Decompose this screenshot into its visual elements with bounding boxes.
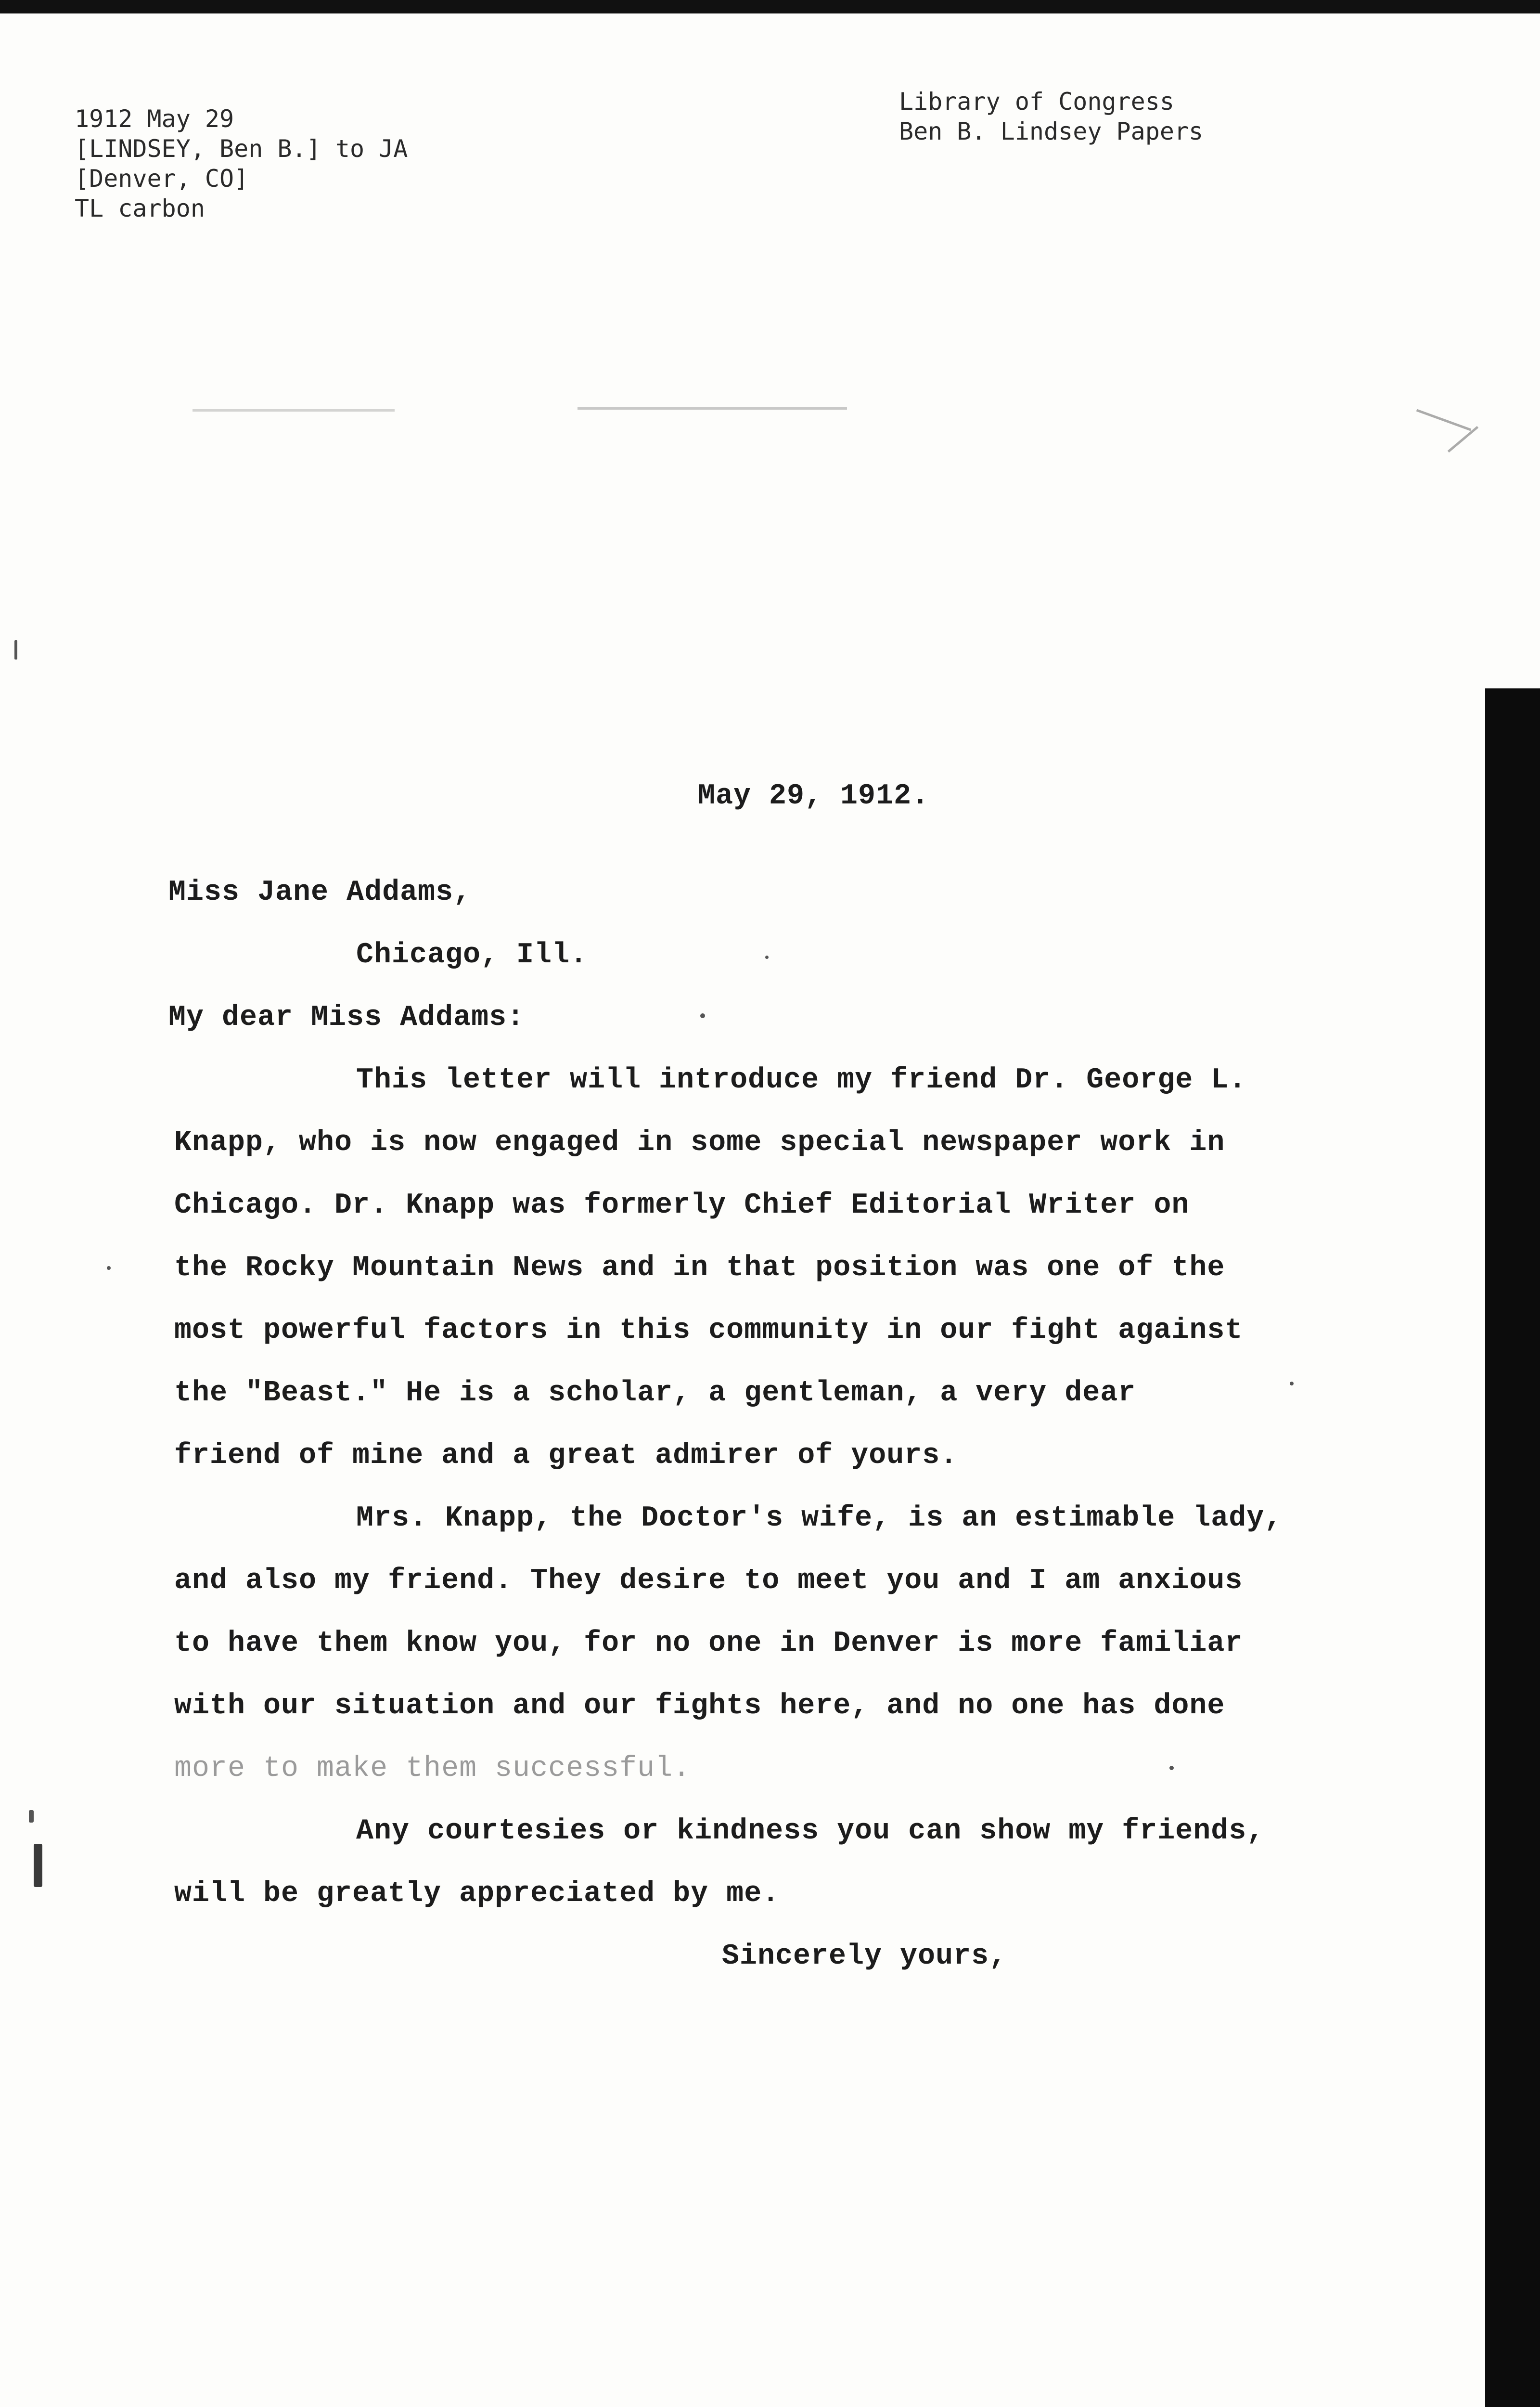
scan-speck bbox=[14, 640, 17, 660]
archive-collection: Ben B. Lindsey Papers bbox=[899, 117, 1204, 145]
scan-speck bbox=[107, 1266, 111, 1270]
letter-line: to have them know you, for no one in Denver is more familiar bbox=[174, 1627, 1243, 1660]
scan-right-edge bbox=[1485, 688, 1540, 2407]
letter-line: more to make them successful. bbox=[174, 1752, 691, 1785]
scan-speck bbox=[29, 1810, 34, 1823]
letter-line: friend of mine and a great admirer of yours. bbox=[174, 1439, 958, 1472]
letter-line: the Rocky Mountain News and in that position was one of the bbox=[174, 1252, 1225, 1284]
scan-artifact bbox=[1448, 426, 1478, 453]
letter-line: the "Beast." He is a scholar, a gentleman, a very dear bbox=[174, 1377, 1136, 1410]
letter-line: Knapp, who is now engaged in some special newspaper work in bbox=[174, 1126, 1225, 1159]
letter-line: will be greatly appreciated by me. bbox=[174, 1877, 780, 1910]
letter-line: Mrs. Knapp, the Doctor's wife, is an estimable lady, bbox=[356, 1502, 1283, 1535]
letter-line: Chicago. Dr. Knapp was formerly Chief Editorial Writer on bbox=[174, 1189, 1190, 1222]
letter-addressee: Miss Jane Addams, bbox=[168, 876, 472, 909]
archive-location: [Denver, CO] bbox=[75, 165, 249, 193]
scan-artifact bbox=[578, 407, 847, 410]
scan-speck bbox=[1290, 1382, 1294, 1385]
scan-speck bbox=[34, 1844, 42, 1887]
scan-speck bbox=[1169, 1766, 1174, 1770]
scan-artifact bbox=[192, 409, 395, 412]
letter-city: Chicago, Ill. bbox=[356, 939, 588, 971]
letter-salutation: My dear Miss Addams: bbox=[168, 1001, 525, 1034]
letter-line: most powerful factors in this community in our fight against bbox=[174, 1314, 1243, 1347]
letter-closing: Sincerely yours, bbox=[722, 1940, 1007, 1973]
letter-line: and also my friend. They desire to meet you and I am anxious bbox=[174, 1565, 1243, 1597]
archive-date: 1912 May 29 bbox=[75, 105, 234, 133]
scan-speck bbox=[765, 956, 769, 959]
letter-line: with our situation and our fights here, and no one has done bbox=[174, 1690, 1225, 1722]
scan-top-edge bbox=[0, 0, 1540, 13]
scan-speck bbox=[700, 1013, 705, 1018]
archive-library: Library of Congress bbox=[899, 88, 1174, 116]
letter-date: May 29, 1912. bbox=[698, 780, 930, 813]
archive-correspondents: [LINDSEY, Ben B.] to JA bbox=[75, 135, 408, 163]
archive-format: TL carbon bbox=[75, 194, 205, 222]
letter-line: Any courtesies or kindness you can show my friends, bbox=[356, 1815, 1265, 1848]
letter-line: This letter will introduce my friend Dr. George L. bbox=[356, 1064, 1247, 1097]
scan-artifact bbox=[1416, 409, 1471, 431]
